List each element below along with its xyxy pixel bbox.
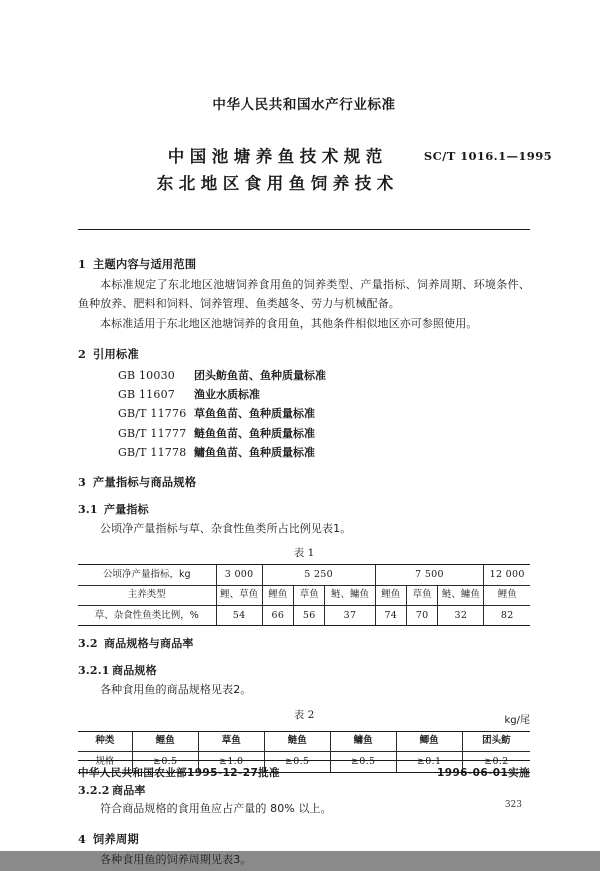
reference-code: GB/T 11776	[118, 407, 187, 421]
list-item	[118, 405, 530, 423]
species-cell: 草鱼	[198, 731, 264, 751]
spec-cell: ≥0.5	[330, 752, 396, 772]
section-3-2-1-paragraph: 各种食用鱼的商品规格见表2。	[100, 683, 252, 697]
section-title-3-2-2: 商品率	[112, 783, 146, 797]
section-number-3-2-1: 3.2.1	[78, 664, 110, 678]
section-title-3: 产量指标与商品规格	[93, 475, 197, 489]
reference-code: GB/T 11778	[118, 445, 187, 459]
spec-cell: ≥0.5	[264, 752, 330, 772]
table-row	[78, 731, 530, 751]
section-heading-2	[78, 345, 530, 364]
section-heading-3-1	[78, 501, 530, 519]
table-2-unit: kg/尾	[504, 714, 530, 726]
document-header	[78, 0, 552, 197]
issuing-organization-line: 中华人民共和国水产行业标准	[212, 97, 396, 113]
effective-date: 1996-06-01实施	[437, 767, 530, 779]
ratio-cell: 70	[407, 606, 438, 626]
list-item	[118, 444, 530, 462]
standard-number: SC/T 1016.1—1995	[423, 148, 552, 163]
row-label-species: 种类	[78, 731, 132, 751]
table-row	[78, 606, 530, 626]
section-number-3-1: 3.1	[78, 502, 98, 516]
reference-code: GB 11607	[118, 387, 175, 401]
spec-cell: ≥0.2	[462, 752, 530, 772]
list-item	[118, 367, 530, 385]
culture-type-cell: 鲤鱼	[262, 585, 293, 605]
section-number-4: 4	[78, 832, 87, 847]
yield-value: 3 000	[216, 565, 262, 585]
section-heading-3-2	[78, 635, 530, 653]
document-title-line-2: 东北地区食用鱼饲养技术	[156, 174, 399, 194]
section-title-4: 饲养周期	[93, 833, 139, 847]
table-1-yield-indicators	[78, 564, 530, 626]
reference-code: GB 10030	[118, 368, 175, 382]
list-item	[118, 386, 530, 404]
culture-type-cell: 鲤鱼	[484, 585, 530, 605]
document-title-line-1: 中国池塘养鱼技术规范	[167, 146, 388, 166]
spec-cell: ≥0.5	[132, 752, 198, 772]
reference-name: 团头鲂鱼苗、鱼种质量标准	[194, 368, 326, 382]
reference-code: GB/T 11777	[118, 426, 187, 440]
table-2-caption: 表 2	[293, 708, 315, 721]
list-item	[118, 425, 530, 443]
row-label-spec: 规格	[78, 752, 132, 772]
ratio-cell: 32	[438, 606, 484, 626]
culture-type-cell: 鲢、鳙鱼	[325, 585, 375, 605]
ratio-cell: 37	[325, 606, 375, 626]
reference-name: 鲢鱼鱼苗、鱼种质量标准	[194, 426, 315, 440]
culture-type-cell: 草鱼	[407, 585, 438, 605]
culture-type-cell: 鲤鱼	[375, 585, 406, 605]
table-1-caption: 表 1	[293, 547, 315, 560]
section-number-3-2-2: 3.2.2	[78, 783, 110, 797]
species-cell: 鲤鱼	[132, 731, 198, 751]
section-heading-4	[78, 830, 530, 849]
section-title-1: 主题内容与适用范围	[93, 258, 197, 272]
section-heading-1	[78, 255, 530, 274]
section-number-2: 2	[78, 346, 87, 361]
spec-cell: ≥1.0	[198, 752, 264, 772]
row-label-yield: 公顷净产量指标，kg	[78, 565, 216, 585]
section-title-3-1: 产量指标	[104, 502, 149, 516]
page-number: 323	[504, 800, 522, 810]
section-heading-3	[78, 473, 530, 492]
section-title-2: 引用标准	[93, 347, 139, 361]
yield-value: 7 500	[375, 565, 484, 585]
section-heading-3-2-2	[78, 782, 530, 800]
culture-type-cell: 鲢、鳙鱼	[438, 585, 484, 605]
yield-value: 12 000	[484, 565, 530, 585]
ratio-cell: 54	[216, 606, 262, 626]
table-row	[78, 565, 530, 585]
culture-type-cell: 草鱼	[294, 585, 325, 605]
spec-cell: ≥0.1	[396, 752, 462, 772]
yield-value: 5 250	[262, 565, 375, 585]
section-heading-3-2-1	[78, 662, 530, 680]
row-label-culture-type: 主养类型	[78, 585, 216, 605]
page-footer	[78, 760, 530, 780]
table-row	[78, 585, 530, 605]
ratio-cell: 82	[484, 606, 530, 626]
section-number-3-2: 3.2	[78, 637, 98, 651]
species-cell: 鳙鱼	[330, 731, 396, 751]
section-title-3-2-1: 商品规格	[112, 664, 157, 678]
species-cell: 团头鲂	[462, 731, 530, 751]
section-title-3-2: 商品规格与商品率	[104, 637, 194, 651]
approval-statement: 中华人民共和国农业部1995-12-27批准	[78, 767, 280, 779]
section-1-paragraph-1: 本标准规定了东北地区池塘饲养食用鱼的饲养类型、产量指标、饲养周期、环境条件、鱼种放养、肥料和饲料、饲养管理、鱼类越冬、劳力与机械配备。	[78, 278, 530, 311]
reference-name: 草鱼鱼苗、鱼种质量标准	[194, 407, 315, 421]
section-number-3: 3	[78, 474, 87, 489]
ratio-cell: 66	[262, 606, 293, 626]
section-3-1-paragraph: 公顷净产量指标与草、杂食性鱼类所占比例见表1。	[100, 521, 352, 535]
row-label-ratio: 草、杂食性鱼类比例，%	[78, 606, 216, 626]
referenced-standards-list	[78, 367, 530, 462]
page-content	[78, 0, 552, 871]
section-1-paragraph-2: 本标准适用于东北地区池塘饲养的食用鱼，其他条件相似地区亦可参照使用。	[100, 316, 478, 330]
ratio-cell: 56	[294, 606, 325, 626]
reference-name: 鳙鱼鱼苗、鱼种质量标准	[194, 445, 315, 459]
title-block	[78, 143, 552, 197]
species-cell: 鲢鱼	[264, 731, 330, 751]
section-number-1: 1	[78, 257, 87, 272]
ratio-cell: 74	[375, 606, 406, 626]
species-cell: 鲫鱼	[396, 731, 462, 751]
reference-name: 渔业水质标准	[194, 387, 260, 401]
section-3-2-2-paragraph: 符合商品规格的食用鱼应占产量的 80% 以上。	[100, 802, 332, 816]
culture-type-cell: 鲤、草鱼	[216, 585, 262, 605]
section-4-paragraph: 各种食用鱼的饲养周期见表3。	[100, 853, 252, 867]
